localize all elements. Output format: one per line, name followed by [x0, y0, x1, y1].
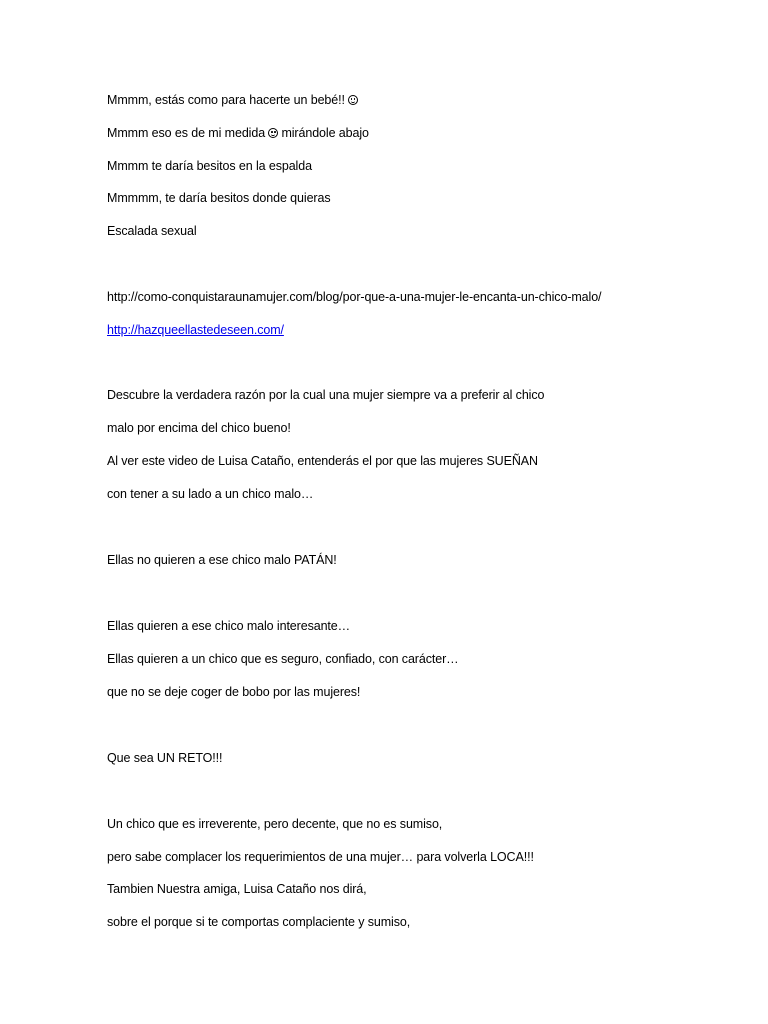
text-line-1-text: Mmmm, estás como para hacerte un bebé!!	[107, 93, 345, 107]
hyperlink-hazqueellastedeseen[interactable]: http://hazqueellastedeseen.com/	[107, 323, 284, 337]
text-line-4: Mmmmm, te daría besitos donde quieras	[107, 191, 331, 205]
text-line-9: malo por encima del chico bueno!	[107, 421, 291, 435]
text-line-8: Descubre la verdadera razón por la cual una mujer siempre va a preferir al chico	[107, 388, 545, 402]
text-line-3: Mmmm te daría besitos en la espalda	[107, 159, 312, 173]
text-line-12: Ellas no quieren a ese chico malo PATÁN!	[107, 553, 337, 567]
text-line-15: que no se deje coger de bobo por las mujeres!	[107, 685, 361, 699]
smiley-icon	[348, 95, 358, 105]
text-line-18: pero sabe complacer los requerimientos de una mujer… para volverla LOCA!!!	[107, 850, 534, 864]
text-line-19: Tambien Nuestra amiga, Luisa Cataño nos dirá,	[107, 882, 367, 896]
text-line-2-text: Mmmm eso es de mi medida	[107, 126, 266, 140]
text-line-17: Un chico que es irreverente, pero decente, que no es sumiso,	[107, 817, 443, 831]
url-line-1: http://como-conquistaraunamujer.com/blog/por-que-a-una-mujer-le-encanta-un-chico-malo/	[107, 290, 602, 304]
text-line-16: Que sea UN RETO!!!	[107, 751, 223, 765]
text-line-1	[107, 92, 358, 108]
text-line-2-after: mirándole abajo	[281, 126, 369, 140]
text-line-20: sobre el porque si te comportas complaciente y sumiso,	[107, 915, 411, 929]
smiley-icon	[268, 128, 278, 138]
text-line-13: Ellas quieren a ese chico malo interesante…	[107, 619, 351, 633]
text-line-14: Ellas quieren a un chico que es seguro, confiado, con carácter…	[107, 652, 459, 666]
text-line-5: Escalada sexual	[107, 224, 197, 238]
text-line-10: Al ver este video de Luisa Cataño, entenderás el por que las mujeres SUEÑAN	[107, 454, 538, 468]
text-line-2	[107, 125, 369, 141]
text-line-11: con tener a su lado a un chico malo…	[107, 487, 314, 501]
